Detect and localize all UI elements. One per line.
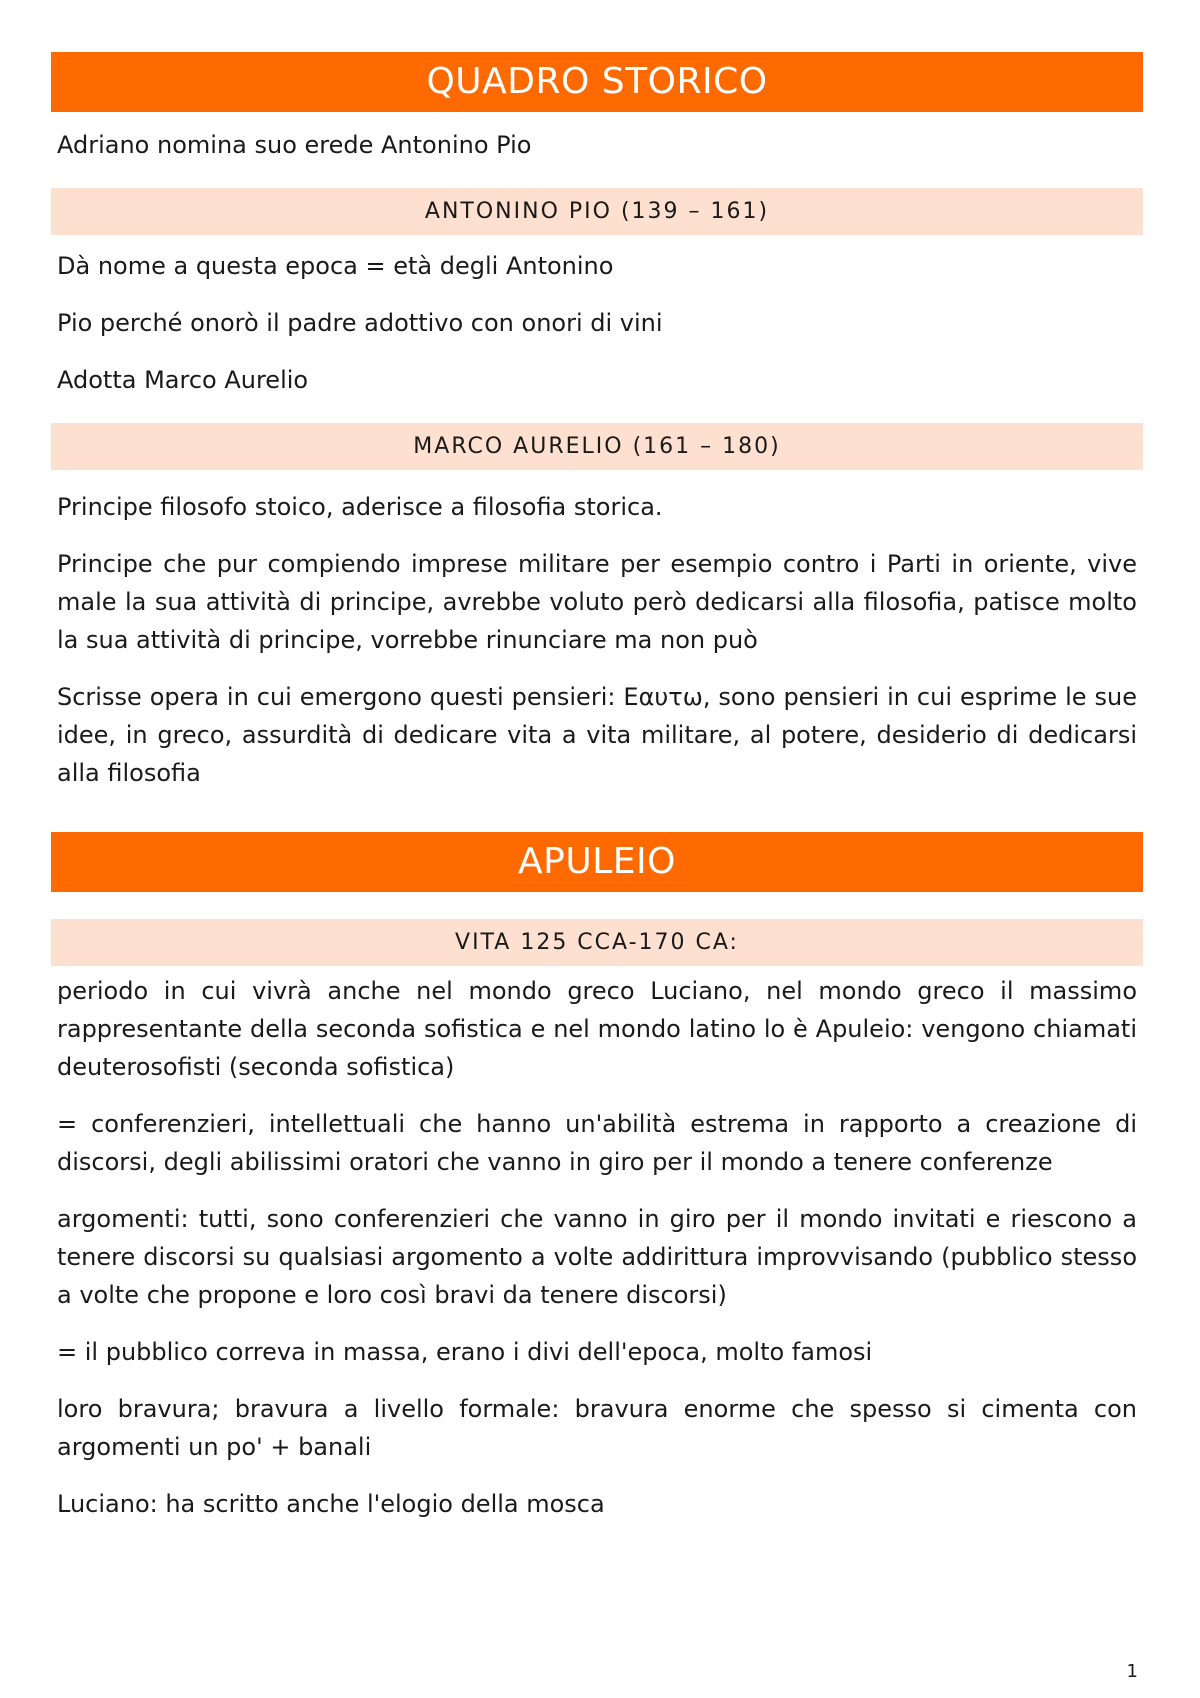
paragraph-apuleio-3: argomenti: tutti, sono conferenzieri che vanno in giro per il mondo invitati e riescono a tenere discorsi su qualsiasi argomento a volte addirittura improvvisando (pubblico stesso a volte che propone e loro così bravi da tenere discorsi) xyxy=(57,1205,1137,1309)
paragraph-quadro-intro: Adriano nomina suo erede Antonino Pio xyxy=(57,131,532,159)
heading-quadro-storico: QUADRO STORICO xyxy=(51,52,1143,112)
paragraph-apuleio-2: = conferenzieri, intellettuali che hanno un'abilità estrema in rapporto a creazione di discorsi, degli abilissimi oratori che vanno in giro per il mondo a tenere conferenze xyxy=(57,1110,1137,1176)
heading-apuleio: APULEIO xyxy=(51,832,1143,892)
paragraph-apuleio-6: Luciano: ha scritto anche l'elogio della mosca xyxy=(57,1490,605,1518)
subheading-antonino-pio: ANTONINO PIO (139 – 161) xyxy=(51,188,1143,235)
subheading-marco-aurelio: MARCO AURELIO (161 – 180) xyxy=(51,423,1143,470)
paragraph-antonino-3: Adotta Marco Aurelio xyxy=(57,366,309,394)
paragraph-apuleio-4: = il pubblico correva in massa, erano i divi dell'epoca, molto famosi xyxy=(57,1338,873,1366)
paragraph-apuleio-1: periodo in cui vivrà anche nel mondo greco Luciano, nel mondo greco il massimo rappresentante della seconda sofistica e nel mondo latino lo è Apuleio: vengono chiamati deuterosofisti (seconda sofistica) xyxy=(57,977,1137,1081)
page-number: 1 xyxy=(1126,1661,1138,1682)
subheading-vita: VITA 125 CCA-170 CA: xyxy=(51,919,1143,966)
paragraph-apuleio-5: loro bravura; bravura a livello formale: bravura enorme che spesso si cimenta con argomenti un po' + banali xyxy=(57,1395,1137,1461)
paragraph-marco-1: Principe filosofo stoico, aderisce a filosofia storica. xyxy=(57,493,663,521)
paragraph-antonino-1: Dà nome a questa epoca = età degli Antonino xyxy=(57,252,614,280)
paragraph-marco-2: Principe che pur compiendo imprese militare per esempio contro i Parti in oriente, vive male la sua attività di principe, avrebbe voluto però dedicarsi alla filosofia, patisce molto la sua attività di principe, vorrebbe rinunciare ma non può xyxy=(57,550,1137,654)
paragraph-antonino-2: Pio perché onorò il padre adottivo con onori di vini xyxy=(57,309,663,337)
document-page xyxy=(51,52,1143,1523)
paragraph-marco-3: Scrisse opera in cui emergono questi pensieri: Εαυτω, sono pensieri in cui esprime le sue idee, in greco, assurdità di dedicare vita a vita militare, al potere, desiderio di dedicarsi alla filosofia xyxy=(57,683,1137,787)
